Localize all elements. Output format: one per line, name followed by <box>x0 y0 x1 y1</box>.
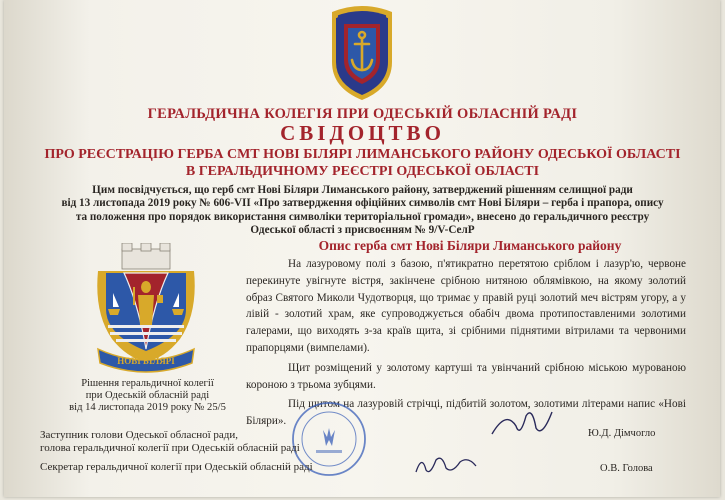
town-coat-of-arms <box>92 243 200 373</box>
coat-of-arms-caption <box>60 378 235 413</box>
certificate-subtitle-1: ПРО РЕЄСТРАЦІЮ ГЕРБА СМТ НОВІ БІЛЯРІ ЛИМАНСЬКОГО РАЙОНУ ОДЕСЬКОЇ ОБЛАСТІ <box>44 147 681 162</box>
certificate-title: СВІДОЦТВО <box>280 121 445 145</box>
description-title: Опис герба смт Нові Біляри Лиманського району <box>318 238 622 253</box>
college-name: ГЕРАЛЬДИЧНА КОЛЕГІЯ ПРИ ОДЕСЬКІЙ ОБЛАСНІЙ РАДІ <box>147 106 578 122</box>
deputy-position <box>40 429 300 454</box>
deputy-name: Ю.Д. Дімчогло <box>588 428 656 439</box>
caption-line-2: при Одеській обласній раді <box>85 389 210 401</box>
description-paragraph-1: На лазуровому полі з базою, п'ятикратно перетятою сріблом і лазур'ю, червоне перекинуте увігнуте вістря, закінчене срібною нитяною облямівкою, на якому золотий образ Святого Миколи Чудотворця, що тримає у правій руці золотий меч вістрям угору, а у лівій - золотий храм, яке супроводжується обабіч двома протипоставленими золотими галерами, що виходять з-за країв щита, зі срібними піднятими вітрилами та червоними прапорцями (вимпелами). <box>246 258 686 354</box>
deputy-position-line-2: голова геральдичної колегії при Одеській обласній раді <box>40 441 300 454</box>
oblast-coat-of-arms <box>314 2 410 102</box>
certification-line-2: від 13 листопада 2019 року № 606-VII «Про затвердження офіційних символів смт Нові Біляри – герба і прапора, опису <box>61 197 664 210</box>
description-paragraph-3: Під щитом на лазуровій стрічці, підбитій золотом, золотими літерами напис «Нові Біляри». <box>246 398 686 428</box>
secretary-name: О.В. Голова <box>600 463 653 474</box>
certificate-subtitle-2: В ГЕРАЛЬДИЧНОМУ РЕЄСТРІ ОДЕСЬКОЇ ОБЛАСТІ <box>185 164 540 179</box>
certification-line-4: Одеської області з присвоєнням № 9/V-СелР <box>250 224 475 237</box>
certification-line-3: та положення про порядок використання символіки територіальної громади», внесено до геральдичного реєстру <box>75 210 650 223</box>
deputy-position-line-1: Заступник голови Одеської обласної ради, <box>40 429 239 441</box>
description-paragraph-2: Щит розміщений у золотому картуші та увінчаний срібною міською мурованою короною з трьома зубцями. <box>246 361 686 391</box>
ribbon-text: НОВІ БІЛЯРІ <box>117 356 175 366</box>
certification-text <box>40 184 685 238</box>
secretary-position: Секретар геральдичної колегії при Одеській обласній раді <box>40 461 313 473</box>
secretary-signature <box>412 450 480 478</box>
caption-line-3: від 14 листопада 2019 року № 25/5 <box>69 401 226 413</box>
deputy-signature <box>486 404 556 444</box>
certification-line-1: Цим посвідчується, що герб смт Нові Біляри Лиманського району, затверджений рішенням селищної ради <box>92 184 633 196</box>
caption-line-1: Рішення геральдичної колегії <box>81 378 214 389</box>
